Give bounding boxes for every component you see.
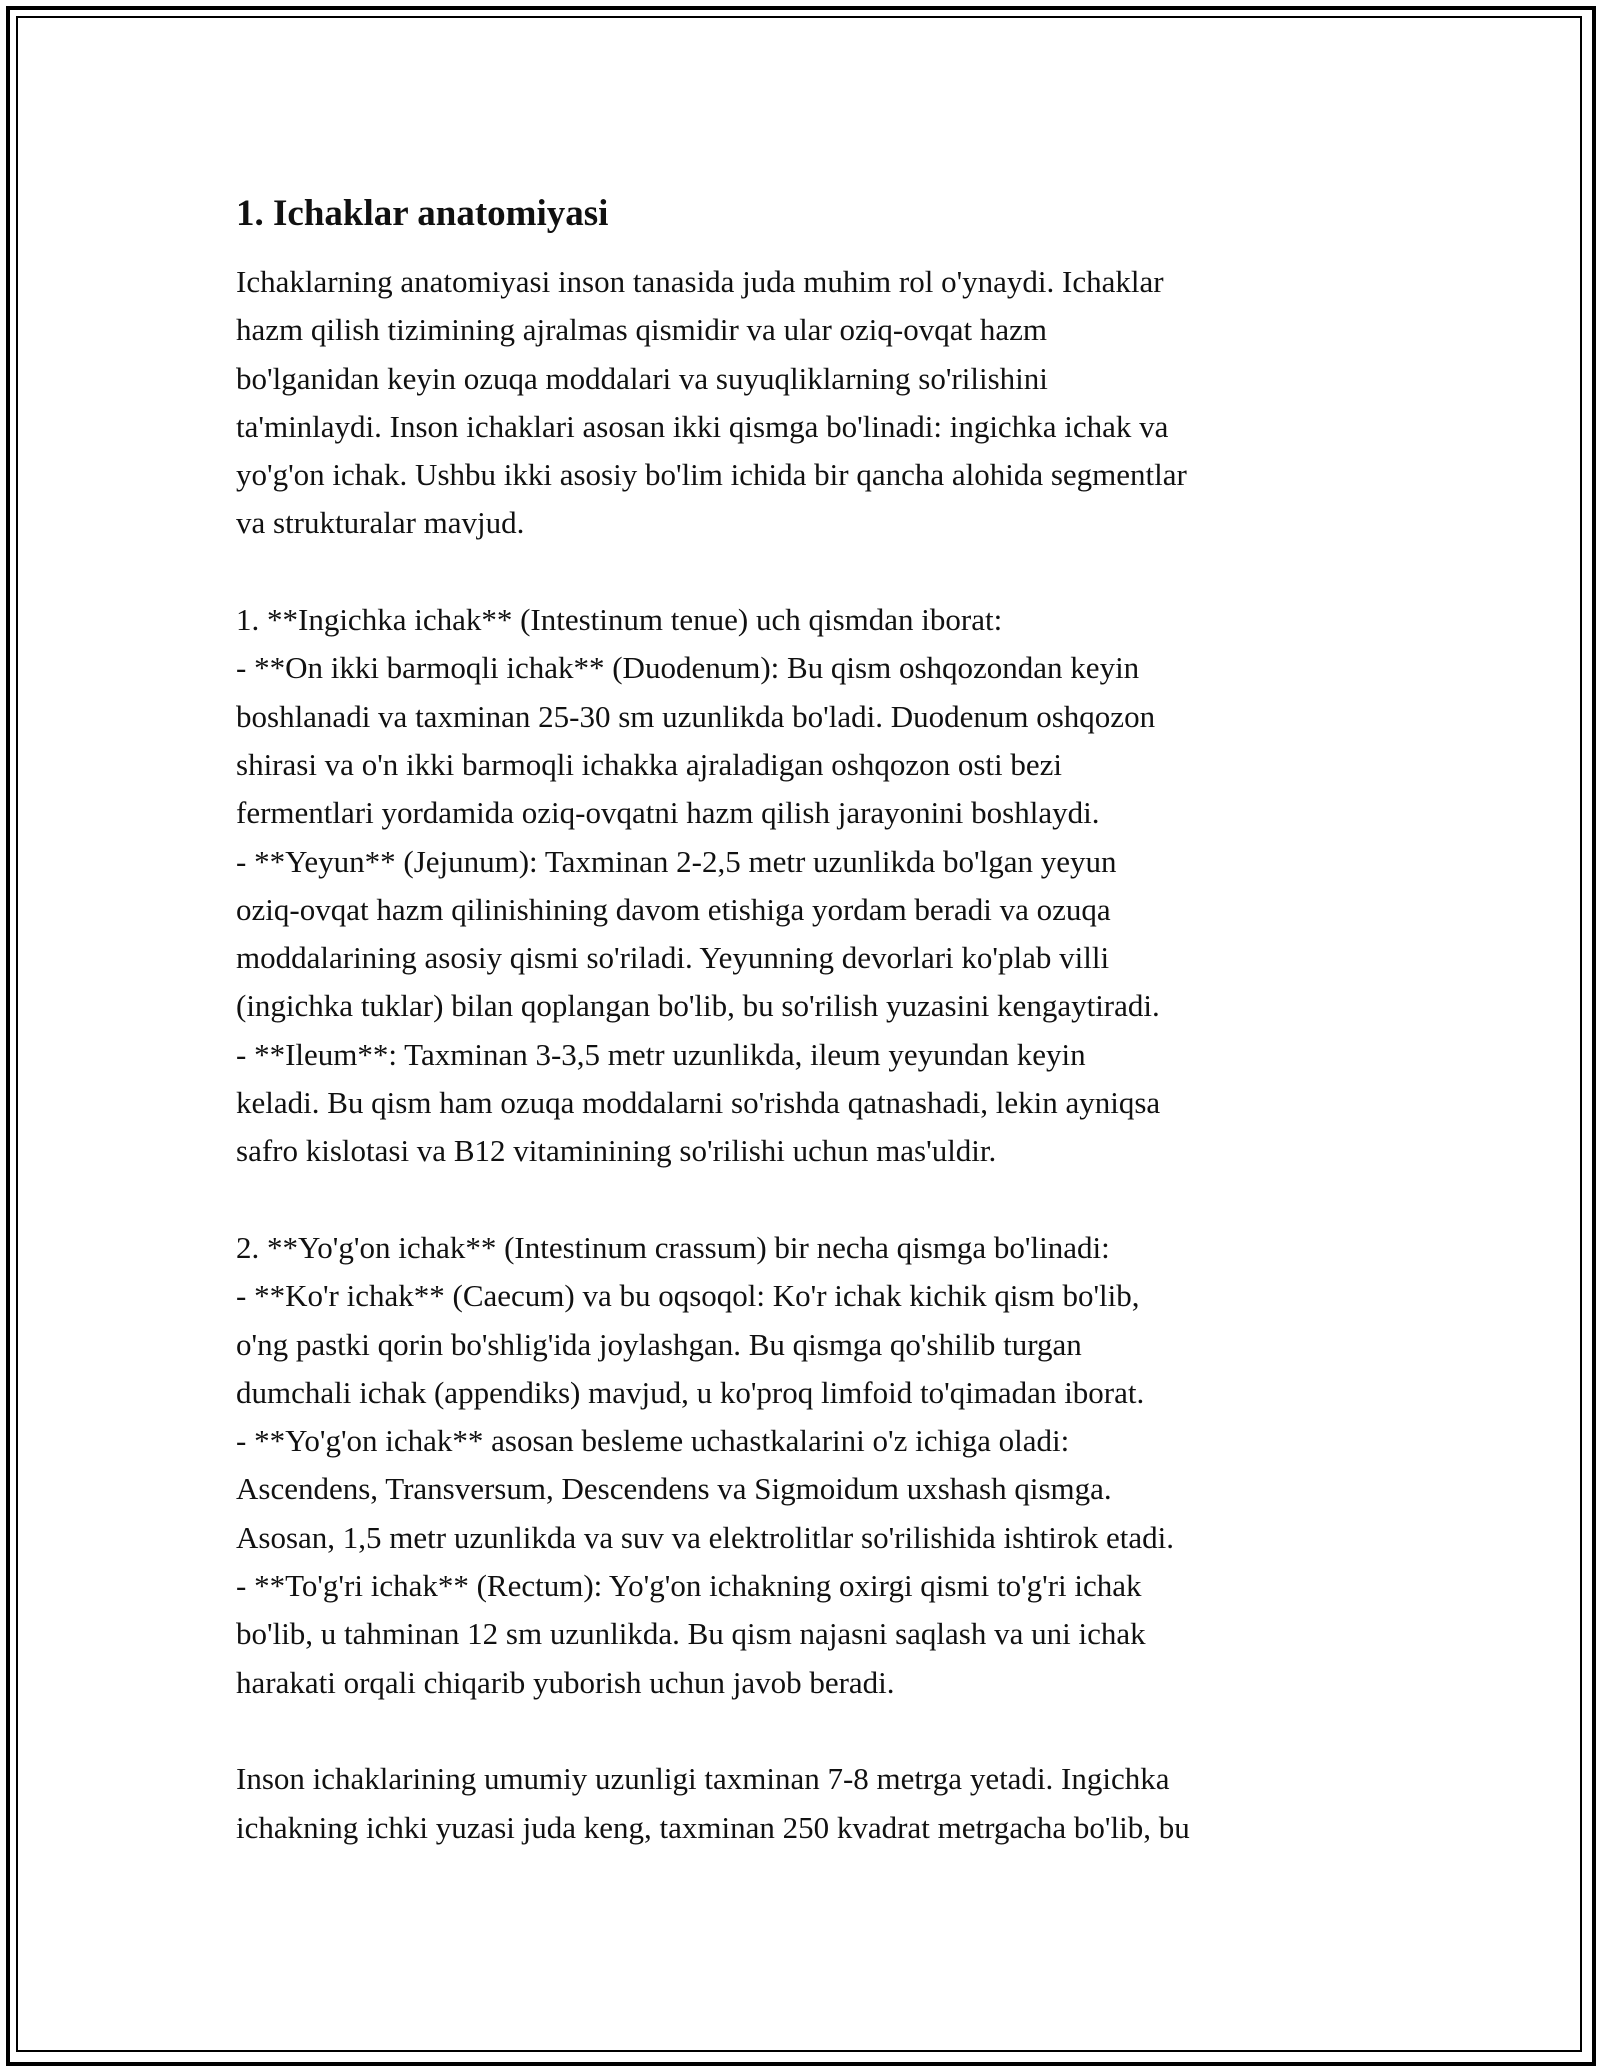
small-intestine-section: 1. **Ingichka ichak** (Intestinum tenue) uch qismdan iborat: - **On ikki barmoqli ichak** (Duodenum): Bu qism oshqozondan keyin boshlanadi va taxminan 25-30 sm uzunlikda bo'ladi. Duodenum oshqozon shirasi va o'n ikki barmoqli ichakka ajraladigan oshqozon osti bezi fermentlari yordamida oziq-ovqatni hazm qilish jarayonini boshlaydi. - **Yeyun** (Jejunum): Taxminan 2-2,5 metr uzunlikda bo'lgan yeyun oziq-ovqat hazm qilinishining davom etishiga yordam beradi va ozuqa moddalarining asosiy qismi so'riladi. Yeyunning devorlari ko'plab villi (ingichka tuklar) bilan qoplangan bo'lib, bu so'rilish yuzasini kengaytiradi. - **Ileum**: Taxminan 3-3,5 metr uzunlikda, ileum yeyundan keyin keladi. Bu qism ham ozuqa moddalarni so'rishda qatnashadi, lekin ayniqsa safro kislotasi va B12 vitaminining so'rilishi uchun mas'uldir. [236, 602, 1161, 1169]
document-heading: 1. Ichaklar anatomiyasi [236, 193, 609, 234]
intro-paragraph: Ichaklarning anatomiyasi inson tanasida juda muhim rol o'ynaydi. Ichaklar hazm qilish tizimining ajralmas qismidir va ular oziq-ovqat hazm bo'lganidan keyin ozuqa moddalari va suyuqliklarning so'rilishini ta'minlaydi. Inson ichaklari asosan ikki qismga bo'linadi: ingichka ichak va yo'g'on ichak. Ushbu ikki asosiy bo'lim ichida bir qancha alohida segmentlar va strukturalar mavjud. [236, 264, 1187, 541]
paragraph-spacer [236, 548, 1376, 596]
large-intestine-section: 2. **Yo'g'on ichak** (Intestinum crassum) bir necha qismga bo'linadi: - **Ko'r ichak** (Caecum) va bu oqsoqol: Ko'r ichak kichik qism bo'lib, o'ng pastki qorin bo'shlig'ida joylashgan. Bu qismga qo'shilib turgan dumchali ichak (appendiks) mavjud, u ko'proq limfoid to'qimadan iborat. - **Yo'g'on ichak** asosan besleme uchastkalarini o'z ichiga oladi: Ascendens, Transversum, Descendens va Sigmoidum uxshash qismga. Asosan, 1,5 metr uzunlikda va suv va elektrolitlar so'rilishida ishtirok etadi. - **To'g'ri ichak** (Rectum): Yo'g'on ichakning oxirgi qismi to'g'ri ichak bo'lib, u tahminan 12 sm uzunlikda. Bu qism najasni saqlash va uni ichak harakati orqali chiqarib yuborish uchun javob beradi. [236, 1229, 1174, 1700]
summary-paragraph: Inson ichaklarining umumiy uzunligi taxminan 7-8 metrga yetadi. Ingichka ichakning ichki yuzasi juda keng, taxminan 250 kvadrat metrgacha bo'lib, bu [236, 1761, 1190, 1845]
document-page [236, 186, 1376, 1852]
paragraph-spacer [236, 1176, 1376, 1224]
paragraph-spacer [236, 1707, 1376, 1755]
